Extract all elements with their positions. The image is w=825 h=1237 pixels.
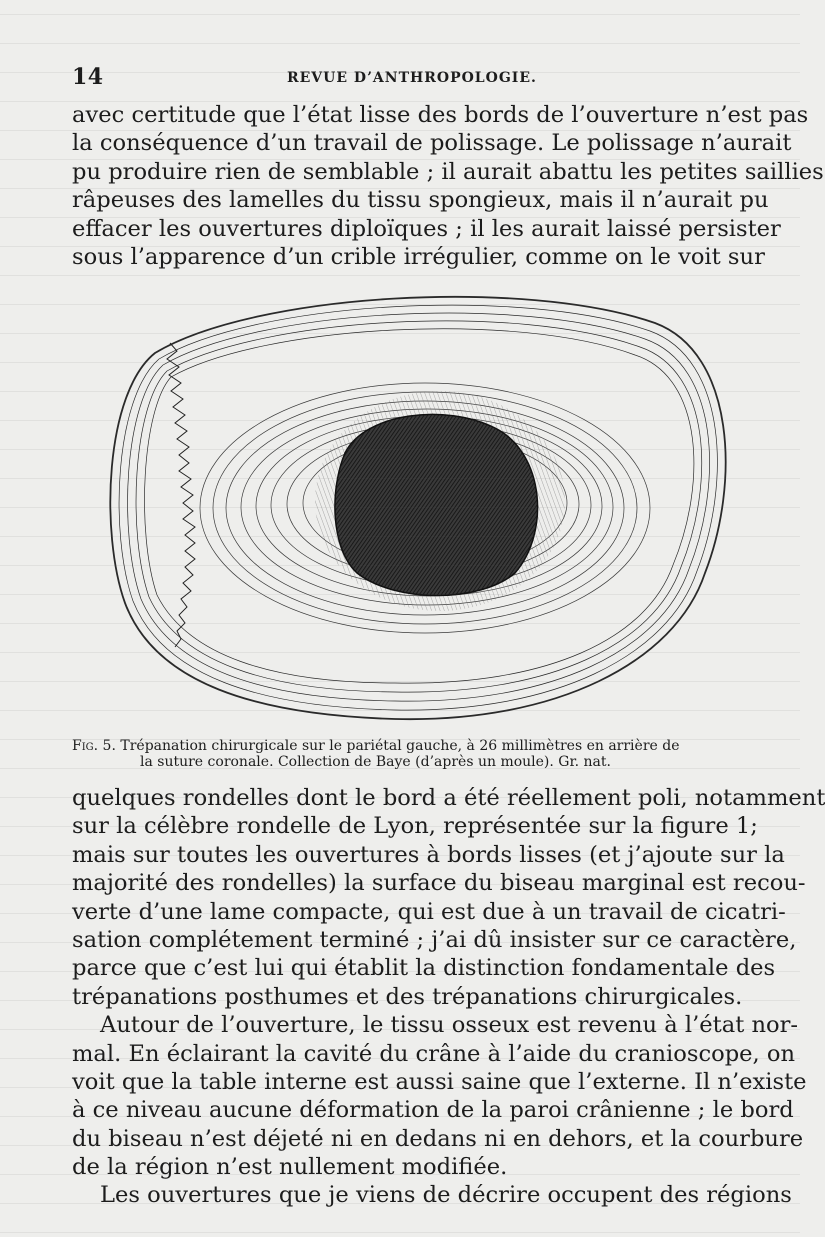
text-line: trépanations posthumes et des trépanations chirurgicales.: [72, 983, 743, 1010]
text-line: sur la célèbre rondelle de Lyon, représentée sur la figure 1;: [72, 813, 758, 840]
caption-text-1: Trépanation chirurgicale sur le pariétal gauche, à 26 millimètres en arrière de: [120, 738, 680, 754]
paragraph-bottom: [72, 784, 825, 1210]
caption-line-2: la suture coronale. Collection de Baye (d’après un moule). Gr. nat.: [140, 754, 611, 770]
caption-line-1: [72, 738, 730, 754]
text-line: mal. En éclairant la cavité du crâne à l’aide du cranioscope, on: [72, 1040, 796, 1067]
figure-label: Fig. 5.: [72, 738, 116, 754]
text-line: sation complétement terminé ; j’ai dû insister sur ce caractère,: [72, 926, 797, 953]
running-head: [72, 64, 730, 90]
text-line: de la région n’est nullement modifiée.: [72, 1154, 508, 1181]
text-line: voit que la table interne est aussi saine que l’externe. Il n’existe: [72, 1068, 807, 1095]
journal-title: REVUE D’ANTHROPOLOGIE.: [287, 70, 537, 86]
paragraph-top: [72, 101, 824, 271]
text-line: Les ouvertures que je viens de décrire occupent des régions: [100, 1182, 792, 1209]
text-line: sous l’apparence d’un crible irrégulier, comme on le voit sur: [72, 243, 765, 270]
figure-caption: [72, 738, 730, 770]
figure-trepanation-engraving: [95, 283, 735, 723]
text-line: verte d’une lame compacte, qui est due à un travail de cicatri-: [72, 898, 786, 925]
text-line: majorité des rondelles) la surface du biseau marginal est recou-: [72, 870, 806, 897]
text-line: la conséquence d’un travail de polissage. Le polissage n’aurait: [72, 130, 792, 157]
coronal-suture: [167, 343, 195, 647]
trepanation-opening: [335, 414, 538, 595]
text-line: effacer les ouvertures diploïques ; il les aurait laissé persister: [72, 215, 781, 242]
skull-engraving-illustration: [95, 283, 735, 723]
text-line: pu produire rien de semblable ; il aurait abattu les petites saillies: [72, 158, 824, 185]
text-line: du biseau n’est déjeté ni en dedans ni en dehors, et la courbure: [72, 1125, 804, 1152]
page-number: 14: [72, 64, 104, 90]
text-line: râpeuses des lamelles du tissu spongieux, mais il n’aurait pu: [72, 187, 769, 214]
text-line: avec certitude que l’état lisse des bords de l’ouverture n’est pas: [72, 102, 809, 128]
text-line: parce que c’est lui qui établit la distinction fondamentale des: [72, 955, 776, 982]
text-line: quelques rondelles dont le bord a été réellement poli, notamment: [72, 785, 825, 811]
text-line: Autour de l’ouverture, le tissu osseux est revenu à l’état nor-: [100, 1012, 799, 1039]
text-line: à ce niveau aucune déformation de la paroi crânienne ; le bord: [72, 1097, 794, 1124]
text-line: mais sur toutes les ouvertures à bords lisses (et j’ajoute sur la: [72, 841, 785, 868]
